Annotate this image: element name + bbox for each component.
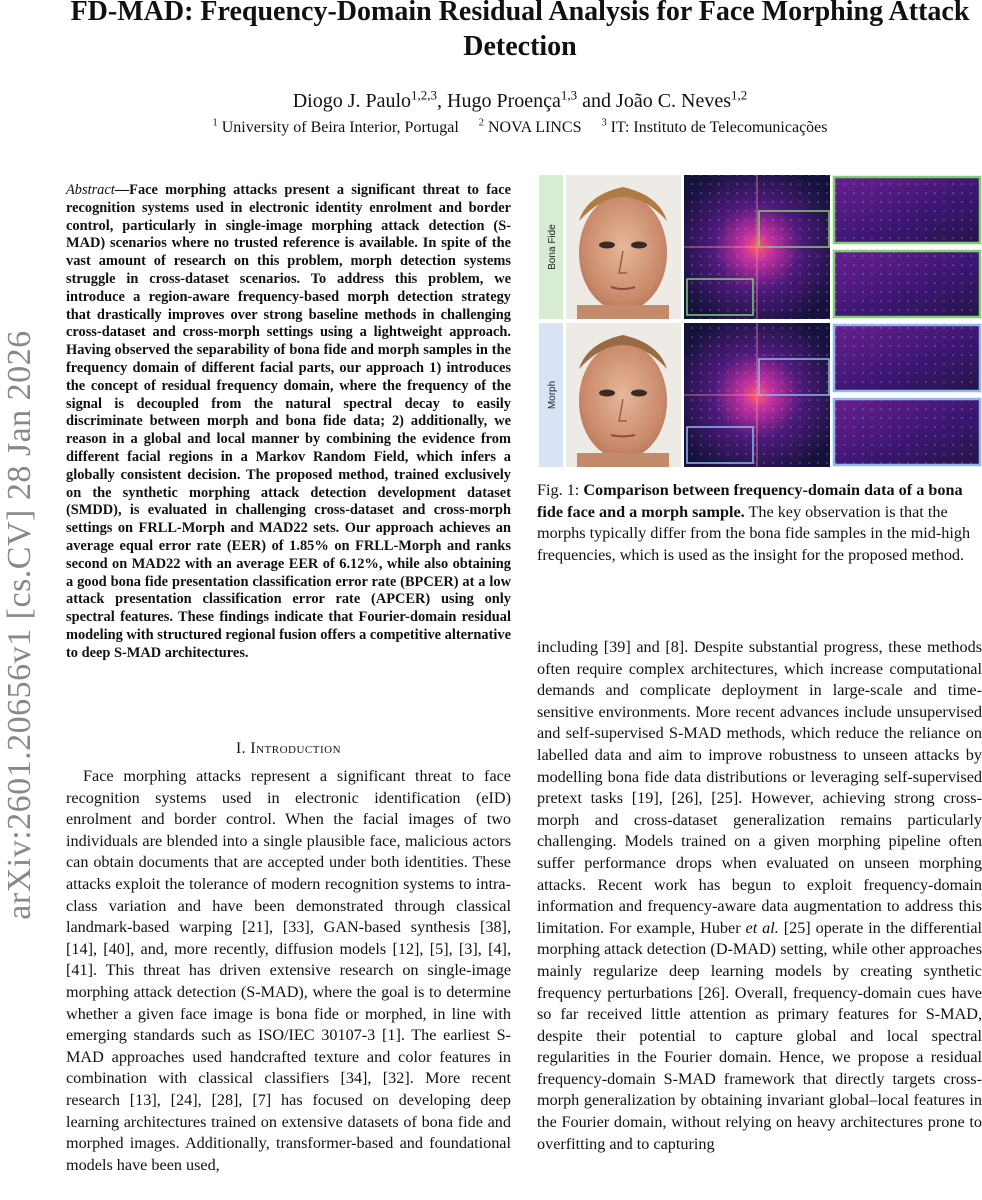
author-affil-sup: 1,3	[560, 87, 578, 103]
author-name: João C. Neves	[616, 90, 732, 112]
caption-bold: Comparison between frequency-domain data of a bona fide face and a morph sample.	[537, 481, 963, 521]
affiliation: IT: Instituto de Telecomunicações	[610, 119, 828, 136]
bona-fide-face-image	[566, 175, 681, 319]
abstract	[66, 182, 511, 663]
figure-graphic	[537, 173, 982, 469]
affil-sup: 3	[601, 117, 607, 129]
bona-fide-crop-bottom	[834, 251, 980, 317]
morph-crop-top	[834, 325, 980, 391]
figure-caption	[537, 480, 982, 566]
bona-fide-spectrum	[684, 175, 830, 319]
arxiv-stamp: arXiv:2601.20656v1 [cs.CV] 28 Jan 2026	[1, 330, 38, 920]
author-list	[60, 87, 980, 113]
author-separator: and	[577, 90, 617, 112]
caption-label: Fig. 1:	[537, 481, 584, 499]
body-text: [25] operate in the differential morphing attack detection (D-MAD) setting, while other approaches mainly regularize deep learning models by creating synthetic frequency perturbations [26]. Overall, frequency-domain cues have so far received little attention as primary features for S-MAD, despite their potential to capture global and local spectral regularities in the Fourier domain. Hence, we propose a residual frequency-domain S-MAD framework that directly targets cross-morph generalization by obtaining invariant global–local features in the Fourier domain, without relying on heavy architectures prone to overfitting and to capturing	[537, 918, 982, 1153]
affil-sup: 2	[478, 117, 484, 129]
et-al: et al.	[745, 918, 779, 937]
affiliation: University of Beira Interior, Portugal	[221, 119, 459, 136]
abstract-text: Face morphing attacks present a significant threat to face recognition systems used in electronic identity enrolment and border control, particularly in single-image morphing attack detection (S-MAD) scenarios where no trusted reference is available. In spite of the vast amount of research on this problem, morph detection systems struggle in cross-dataset scenarios. To address this problem, we introduce a region-aware frequency-based morph detection strategy that drastically improves over strong baseline methods in challenging cross-dataset and cross-morph settings using a lightweight approach. Having observed the separability of bona fide and morph samples in the frequency domain of different facial parts, our approach 1) introduces the concept of residual frequency domain, where the frequency of the signal is decoupled from the natural spectral decay to easily discriminate between morph and bona fide data; 2) additionally, we reason in a global and local manner by combining the evidence from different facial regions in a Markov Random Field, which infers a globally consistent decision. The proposed method, trained exclusively on the synthetic morphing attack detection development dataset (SMDD), is evaluated in challenging cross-dataset and cross-morph settings on FRLL-Morph and MAD22 sets. Our approach achieves an average equal error rate (EER) of 1.85% on FRLL-Morph and ranks second on MAD22 with an average EER of 6.12%, while also obtaining a good bona fide presentation classification error rate (BPCER) at a low attack presentation classification error rate (APCER) using only spectral features. These findings indicate that Fourier-domain residual modeling with structured regional fusion offers a competitive alternative to deep S-MAD architectures.	[66, 182, 511, 661]
morph-spectrum	[684, 323, 830, 467]
morph-face-image	[566, 323, 681, 467]
author-name: Hugo Proença	[447, 90, 561, 112]
section-title: Introduction	[250, 740, 342, 757]
row-label-bona-fide: Bona Fide	[547, 224, 558, 270]
intro-paragraph: Face morphing attacks represent a significant threat to face recognition systems used in electronic identification (eID) enrolment and border control. When the facial images of two individuals are blended into a single plausible face, malicious actors can obtain documents that are accepted under both identities. These attacks exploit the tolerance of modern recognition systems to intra-class variation and have been demonstrated through classical landmark-based warping [21], [33], GAN-based synthesis [38], [14], [40], and, more recently, diffusion models [12], [5], [3], [4], [41]. This threat has driven extensive research on single-image morphing attack detection (S-MAD), where the goal is to determine whether a given face image is bona fide or morphed, in line with emerging standards such as ISO/IEC 30107-3 [1]. The earliest S-MAD approaches used handcrafted texture and color features in combination with classical classifiers [34], [32]. More recent research [13], [24], [28], [7] has focused on developing deep learning architectures trained on extensive datasets of bona fide and morphed images. Additionally, transformer-based and foundational models have been used,	[66, 767, 511, 1174]
morph-crop-bottom	[834, 399, 980, 465]
section-number: I.	[235, 740, 247, 757]
figure-1	[537, 173, 982, 469]
affiliation-list	[60, 119, 980, 137]
right-column-text	[537, 637, 982, 1155]
affil-sup: 1	[212, 117, 218, 129]
section-heading	[66, 740, 511, 758]
paper-title: FD-MAD: Frequency-Domain Residual Analysis for Face Morphing Attack Detection	[70, 0, 970, 62]
row-label-morph: Morph	[547, 380, 558, 410]
body-text: including [39] and [8]. Despite substantial progress, these methods often require complex architectures, which increase computational demands and complicate deployment in large-scale and time-sensitive environments. More recent advances include unsupervised and self-supervised S-MAD methods, which reduce the reliance on labelled data and aim to improve robustness to unseen attacks by modelling bona fide data distributions or leveraging self-supervised pretext tasks [19], [26], [25]. However, achieving strong cross-morph and cross-dataset generalization remains particularly challenging. Models trained on a given morphing pipeline often suffer performance drops when evaluated on unseen morphing attacks. Recent work has begun to exploit frequency-domain information and frequency-aware data augmentation to address this limitation. For example, Huber	[537, 638, 982, 937]
abstract-lead: Abstract	[66, 182, 115, 198]
author-affil-sup: 1,2	[731, 87, 748, 103]
author-affil-sup: 1,2,3	[411, 87, 438, 103]
author-name: Diogo J. Paulo	[292, 90, 412, 112]
author-separator: ,	[437, 90, 448, 112]
abstract-dash: —	[114, 182, 130, 198]
affiliation: NOVA LINCS	[487, 119, 582, 136]
caption-text: The key observation is that the morphs typically differ from the bona fide samples in the mid-high frequencies, which is used as the insight for the proposed method.	[537, 502, 971, 564]
bona-fide-crop-top	[834, 177, 980, 243]
